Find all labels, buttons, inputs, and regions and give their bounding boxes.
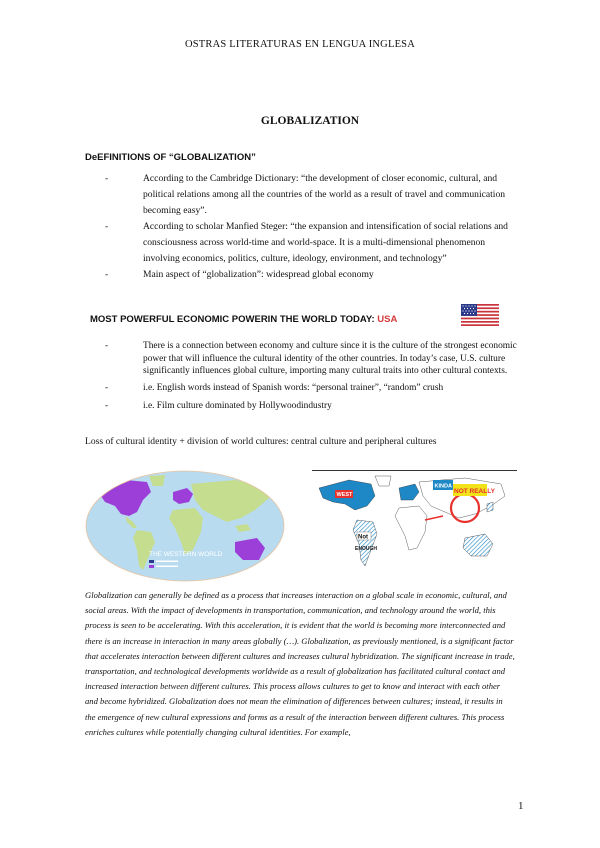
list-item: - There is a connection between economy and culture since it is the culture of the strongest economic power that will influence the cultural identity of the other countries. In today’s case, U.S. culture significantly influences global culture, importing many cultural traits into other cultural contexts.: [105, 340, 523, 378]
section-heading-text: MOST POWERFUL ECONOMIC POWERIN THE WORLD TODAY:: [90, 314, 375, 325]
page-title: GLOBALIZATION: [260, 115, 360, 127]
list-item: - According to scholar Manfied Steger: “the expansion and intensification of social relations and consciousness across world-time and world-space. It is a multi-dimensional phenomenon involving economics, politics, culture, ideology, environment, and technology”: [105, 219, 517, 267]
page-number: 1: [518, 800, 524, 812]
usa-flag-icon: [461, 304, 499, 326]
running-header: OSTRAS LITERATURAS EN LENGUA INGLESA: [184, 39, 416, 50]
map-caption: THE WESTERN WORLD: [149, 551, 223, 558]
not-label: Not: [358, 534, 368, 541]
west-label: WEST: [336, 492, 353, 498]
economic-power-list: [105, 340, 523, 417]
definitions-list: [105, 171, 517, 283]
section-heading-economic-power: [90, 314, 397, 325]
map-divider-line: [312, 470, 517, 471]
usa-highlight: USA: [377, 314, 398, 325]
cultural-identity-text: Loss of cultural identity + division of world cultures: central culture and peripheral cultures: [85, 436, 437, 447]
western-world-map: [85, 470, 285, 582]
kinda-label: KINDA: [434, 483, 452, 490]
japan-shape: [487, 502, 493, 512]
annotated-world-map: [315, 474, 515, 578]
not-really-label: NOT REALLY: [454, 488, 495, 495]
list-item: - i.e. Film culture dominated by Hollywoodindustry: [105, 400, 523, 413]
section-heading-definitions: DeEFINITIONS OF “GLOBALIZATION”: [85, 152, 256, 163]
list-item: - i.e. English words instead of Spanish words: “personal trainer”, “random” crush: [105, 382, 523, 395]
enough-label: ENOUGH: [355, 546, 377, 552]
list-item: - According to the Cambridge Dictionary: “the development of closer economic, cultural, and political relations among all the countries of the world as a result of travel and communication becoming easy”.: [105, 171, 517, 219]
list-item: - Main aspect of “globalization”: widespread global economy: [105, 267, 517, 283]
body-paragraph: Globalization can generally be defined as a process that increases interaction on a global scale in economic, cultural, and social areas. With the impact of developments in transportation, communication, and technology around the world, this process is seen to be accelerating. With this acceleration, it is evident that the world is becoming more interconnected and there is an increase in interaction in many areas globally (…). Globalization, as previously mentioned, is a significant factor that accelerates interaction between different cultures and increases cultural hybridization. The significant increase in trade, transportation, and technological developments worldwide as a result of globalization has facilitated cultural contact and increased interaction between different cultures. This process allows cultures to get to know and interact with each other and become hybridized. Globalization does not mean the elimination of differences between cultures; instead, it results in the emergence of new cultural expressions and forms as a result of the interaction between different cultures. This process enriches cultures while potentially changing cultural identities. For example,: [85, 590, 515, 737]
